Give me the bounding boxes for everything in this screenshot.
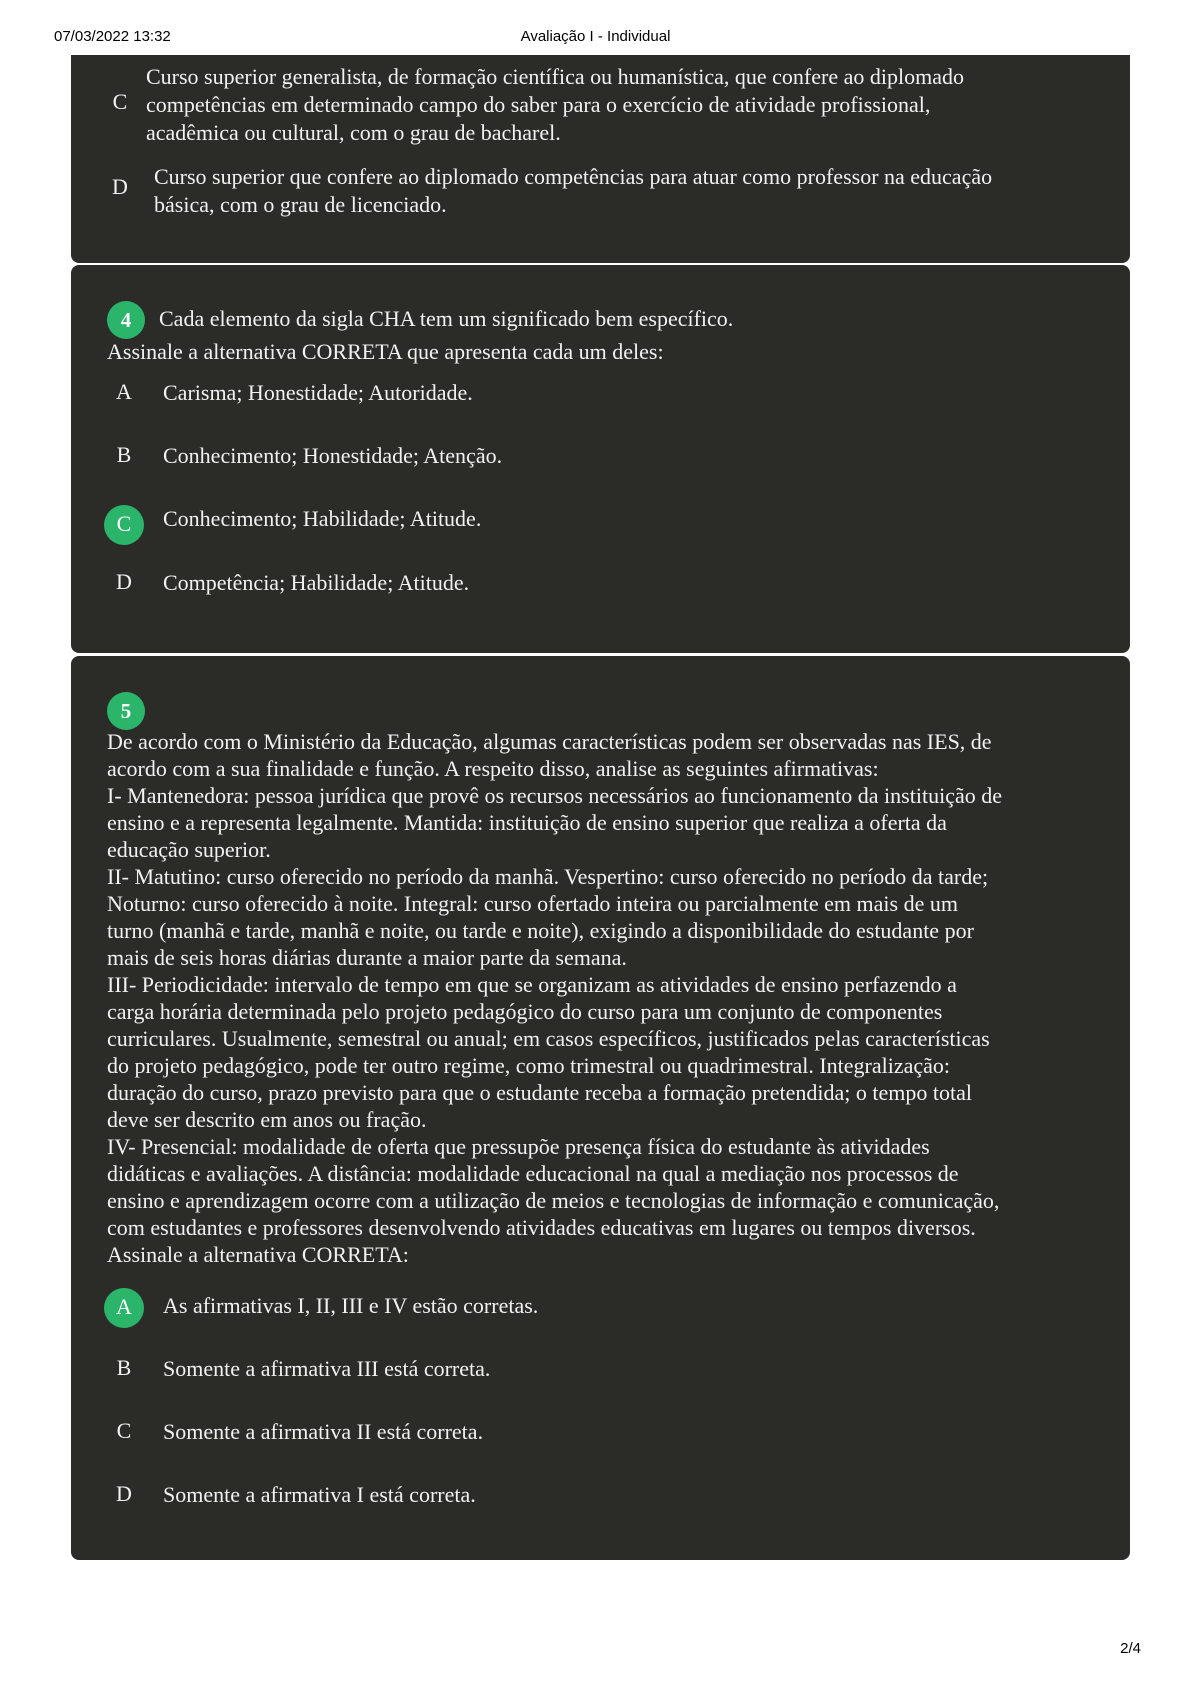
question-number-badge: 4	[107, 301, 145, 339]
question-5-card	[71, 656, 1130, 1560]
option-text: Curso superior que confere ao diplomado competências para atuar como professor na educação básica, com o grau de licenciado.	[154, 164, 993, 217]
option-text: Somente a afirmativa III está correta.	[163, 1356, 491, 1381]
option-text: Competência; Habilidade; Atitude.	[163, 570, 470, 595]
option-text: Curso superior generalista, de formação científica ou humanística, que confere ao diplomado competências em determinado campo do saber para o exercício de atividade profissional, acadêmica ou cultural, com o grau de bacharel.	[146, 64, 964, 145]
option-letter: D	[116, 1481, 132, 1506]
option-text: Conhecimento; Honestidade; Atenção.	[163, 443, 503, 468]
option-text: Somente a afirmativa II está correta.	[163, 1419, 484, 1444]
option-letter: B	[116, 1355, 132, 1380]
option-text: Carisma; Honestidade; Autoridade.	[163, 380, 473, 405]
print-datetime: 07/03/2022 13:32	[54, 28, 171, 45]
option-letter: A	[116, 379, 132, 404]
option-letter: D	[116, 569, 132, 594]
page-title: Avaliação I - Individual	[520, 28, 671, 45]
question-stem-line: Cada elemento da sigla CHA tem um significado bem específico.	[159, 306, 734, 331]
question-stem: De acordo com o Ministério da Educação, algumas características podem ser observadas nas IES, de acordo com a sua finalidade e função. A respeito disso, analise as seguintes afirmativas: I- Mantenedora: pessoa jurídica que provê os recursos necessários ao funcionamento da instituição de ensino e a representa legalmente. Mantida: instituição de ensino superior que realiza a oferta da educação superior. II- Matutino: curso oferecido no período da manhã. Vespertino: curso oferecido no período da tarde; Noturno: curso oferecido à noite. Integral: curso ofertado inteira ou parcialmente em mais de um turno (manhã e tarde, manhã e noite, ou tarde e noite), exigindo a disponibilidade do estudante por mais de seis horas diárias durante a maior parte da semana. III- Periodicidade: intervalo de tempo em que se organizam as atividades de ensino perfazendo a carga horária determinada pelo projeto pedagógico do curso para um conjunto de componentes curriculares. Usualmente, semestral ou anual; em casos específicos, justificados pelas características do projeto pedagógico, pode ter outro regime, como trimestral ou quadrimestral. Integralização: duração do curso, prazo previsto para que o estudante receba a formação pretendida; o tempo total deve ser descrito em anos ou fração. IV- Presencial: modalidade de oferta que pressupõe presença física do estudante às atividades didáticas e avaliações. A distância: modalidade educacional na qual a mediação nos processos de ensino e aprendizagem ocorre com a utilização de meios e tecnologias de informação e comunicação, com estudantes e professores desenvolvendo atividades educativas em lugares ou tempos diversos. Assinale a alternativa CORRETA:	[107, 729, 1002, 1267]
option-letter: C	[112, 89, 128, 114]
option-text: Conhecimento; Habilidade; Atitude.	[163, 506, 482, 531]
question-number-badge: 5	[107, 692, 145, 730]
page-number: 2/4	[1120, 1640, 1141, 1657]
option-letter: C	[116, 1418, 132, 1443]
option-letter-correct: C	[104, 505, 144, 545]
question-4-card	[71, 265, 1130, 653]
question-3-card	[71, 55, 1130, 263]
option-letter: B	[116, 442, 132, 467]
option-letter: D	[112, 174, 128, 199]
option-text: Somente a afirmativa I está correta.	[163, 1482, 476, 1507]
question-stem-line: Assinale a alternativa CORRETA que apresenta cada um deles:	[107, 339, 664, 364]
option-text: As afirmativas I, II, III e IV estão corretas.	[163, 1293, 539, 1318]
option-letter-correct: A	[104, 1288, 144, 1328]
